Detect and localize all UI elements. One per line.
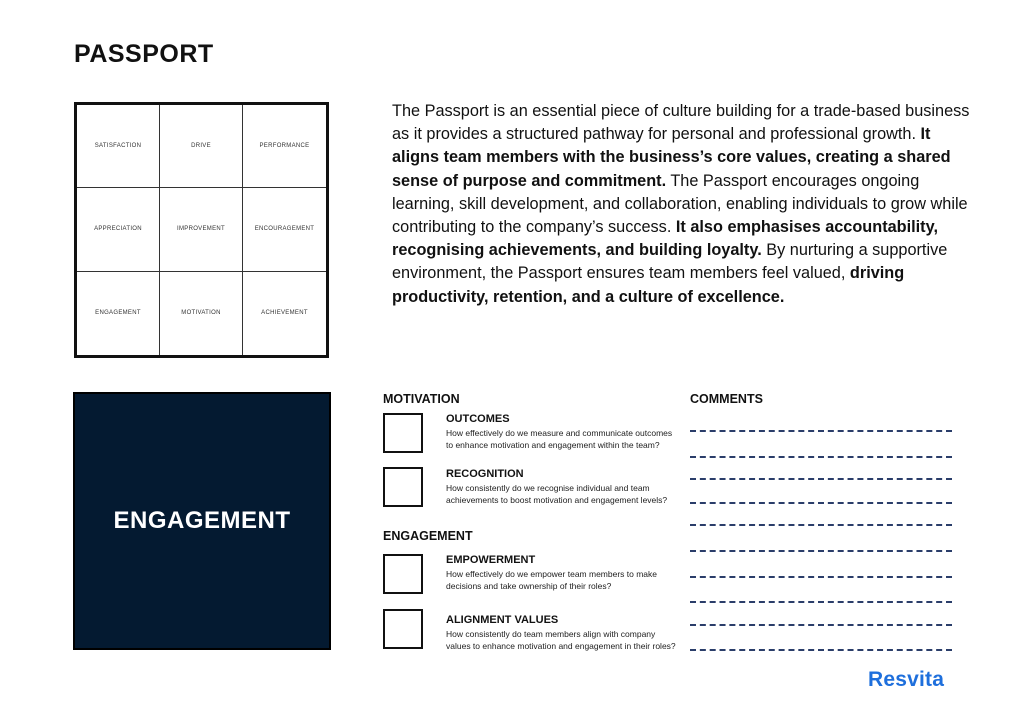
comment-line[interactable]	[690, 550, 952, 552]
grid-cell: PERFORMANCE	[243, 105, 326, 188]
question-description: How effectively do we measure and communicate outcomes to enhance motivation and engagement within the team?	[446, 428, 673, 450]
grid-cell: ENCOURAGEMENT	[243, 188, 326, 271]
grid-cell: DRIVE	[160, 105, 243, 188]
comment-line[interactable]	[690, 524, 952, 526]
grid-cell: ENGAGEMENT	[77, 272, 160, 355]
outcomes-checkbox[interactable]	[383, 413, 423, 453]
comment-line[interactable]	[690, 430, 952, 432]
intro-bold-text: driving productivity, retention, and a culture of excellence.	[392, 264, 905, 306]
engagement-heading: ENGAGEMENT	[383, 529, 473, 543]
comment-line[interactable]	[690, 456, 952, 458]
question-title: ALIGNMENT VALUES	[446, 614, 559, 626]
grid-cell: IMPROVEMENT	[160, 188, 243, 271]
alignment-values-checkbox[interactable]	[383, 609, 423, 649]
question-description: How consistently do team members align with company values to enhance motivation and engagement in their roles?	[446, 629, 676, 651]
question-alignment-values	[446, 614, 676, 652]
intro-text: The Passport is an essential piece of culture building for a trade-based business as it provides a structured pathway for personal and professional growth.	[392, 102, 970, 144]
intro-text: By nurturing a supportive environment, the Passport ensures team members feel valued,	[392, 241, 948, 283]
comment-line[interactable]	[690, 649, 952, 651]
grid-cell: MOTIVATION	[160, 272, 243, 355]
page-title: PASSPORT	[74, 40, 214, 68]
engagement-panel-label: ENGAGEMENT	[113, 507, 291, 534]
intro-bold-text: It also emphasises accountability, recognising achievements, and building loyalty.	[392, 218, 938, 260]
question-recognition	[446, 468, 676, 506]
comment-line[interactable]	[690, 576, 952, 578]
grid-cell: ACHIEVEMENT	[261, 310, 308, 317]
question-description: How consistently do we recognise individual and team achievements to boost motivation and engagement levels?	[446, 483, 668, 505]
question-description: How effectively do we empower team members to make decisions and take ownership of their roles?	[446, 569, 658, 591]
comment-line[interactable]	[690, 624, 952, 626]
intro-bold-text: It aligns team members with the business’s core values, creating a shared sense of purpose and commitment.	[392, 125, 951, 190]
grid-cell: APPRECIATION	[77, 188, 160, 271]
motivation-heading: MOTIVATION	[383, 392, 460, 406]
question-title: OUTCOMES	[446, 413, 510, 425]
comment-line[interactable]	[690, 601, 952, 603]
values-grid	[74, 102, 329, 358]
question-title: EMPOWERMENT	[446, 554, 536, 566]
comment-line[interactable]	[690, 502, 952, 504]
engagement-panel	[73, 392, 331, 650]
empowerment-checkbox[interactable]	[383, 554, 423, 594]
recognition-checkbox[interactable]	[383, 467, 423, 507]
grid-cell: SATISFACTION	[77, 105, 160, 188]
intro-text: The Passport encourages ongoing learning, skill development, and collaboration, enabling individuals to grow while contributing to the company’s success.	[392, 171, 968, 237]
question-empowerment	[446, 554, 676, 592]
resvita-logo: Resvita	[868, 668, 945, 691]
question-outcomes	[446, 413, 676, 451]
comments-heading: COMMENTS	[690, 392, 763, 406]
question-title: RECOGNITION	[446, 468, 524, 480]
comment-line[interactable]	[690, 478, 952, 480]
intro-paragraph	[392, 100, 972, 309]
